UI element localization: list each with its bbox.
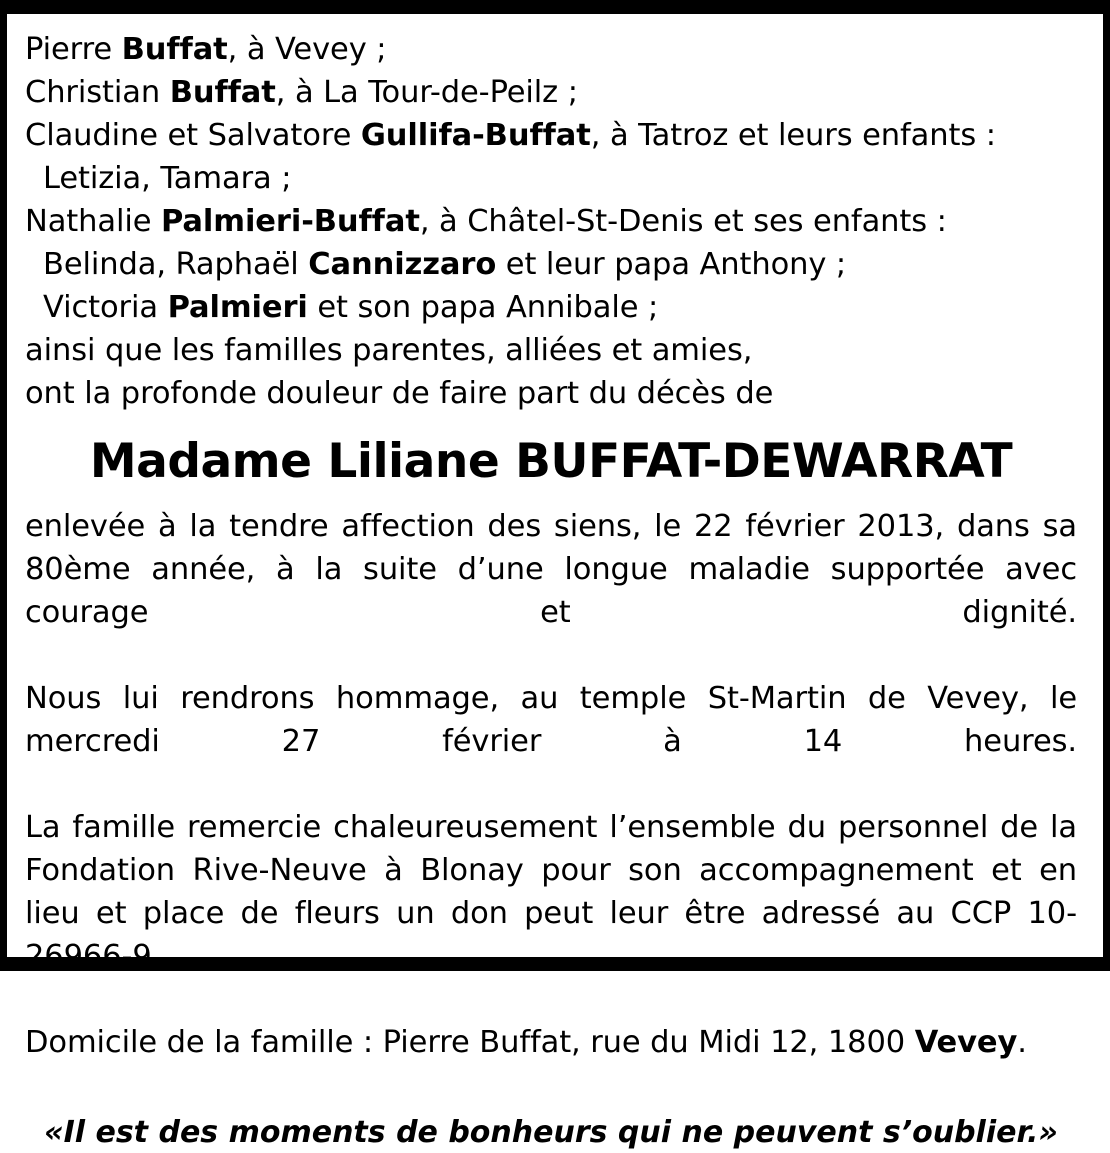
survivor-prefix: Nathalie [25,204,161,239]
extended-family-text: ainsi que les familles parentes, alliées et amies, [25,333,753,368]
survivor-suffix: , à Châtel-St-Denis et ses enfants : [419,204,947,239]
survivor-suffix: , à Vevey ; [227,32,387,67]
survivor-line [25,28,1077,71]
survivor-suffix: , à Tatroz et leurs enfants : [590,118,996,153]
domicile-city: Vevey [914,1025,1018,1060]
notice-content [7,14,1103,1150]
survivor-name: Cannizzaro [308,247,497,282]
survivor-line [25,200,1077,243]
survivor-prefix: Claudine et Salvatore [25,118,361,153]
border-right [1103,0,1110,971]
ceremony-paragraph: Nous lui rendrons hommage, au temple St-Martin de Vevey, le mercredi 27 février à 14 heures. [25,681,1077,759]
memorial-quote: «Il est des moments de bonheurs qui ne peuvent s’oublier.» [44,1115,1058,1150]
survivor-prefix: Victoria [43,290,168,325]
survivor-prefix: Pierre [25,32,122,67]
thanks-donation-paragraph: La famille remercie chaleureusement l’ensemble du personnel de la Fondation Rive-Neuve à Blonay pour son accompagnement et en lieu et place de fleurs un don peut leur être adressé au CCP 10-26966-9. [25,810,1077,974]
death-details-paragraph: enlevée à la tendre affection des siens, le 22 février 2013, dans sa 80ème année, à la suite d’une longue maladie supportée avec courage et dignité. [25,509,1077,630]
announcement-line [25,372,1077,415]
survivor-prefix: Belinda, Raphaël [43,247,309,282]
domicile-line [25,1021,1077,1107]
survivor-name: Buffat [121,32,228,67]
announcement-text: ont la profonde douleur de faire part du décès de [25,376,774,411]
border-left [0,0,7,971]
survivor-suffix: , à La Tour-de-Peilz ; [275,75,578,110]
survivor-prefix: Christian [25,75,170,110]
survivor-suffix: et leur papa Anthony ; [496,247,847,282]
survivor-suffix: et son papa Annibale ; [307,290,659,325]
survivor-children-line [25,286,1077,329]
domicile-prefix: Domicile de la famille : Pierre Buffat, rue du Midi 12, 1800 [25,1025,915,1060]
border-top [0,0,1110,14]
survivor-children-line [25,243,1077,286]
survivor-name: Gullifa-Buffat [360,118,591,153]
survivor-name: Palmieri [167,290,308,325]
survivor-prefix: Letizia, Tamara ; [43,161,292,196]
deceased-name: Madame Liliane BUFFAT-DEWARRAT [89,434,1013,489]
extended-family-line [25,329,1077,372]
survivor-name: Palmieri-Buffat [161,204,420,239]
survivor-line [25,71,1077,114]
survivor-children-line [25,157,1077,200]
domicile-suffix: . [1017,1025,1027,1060]
survivor-name: Buffat [169,75,276,110]
survivor-line [25,114,1077,157]
